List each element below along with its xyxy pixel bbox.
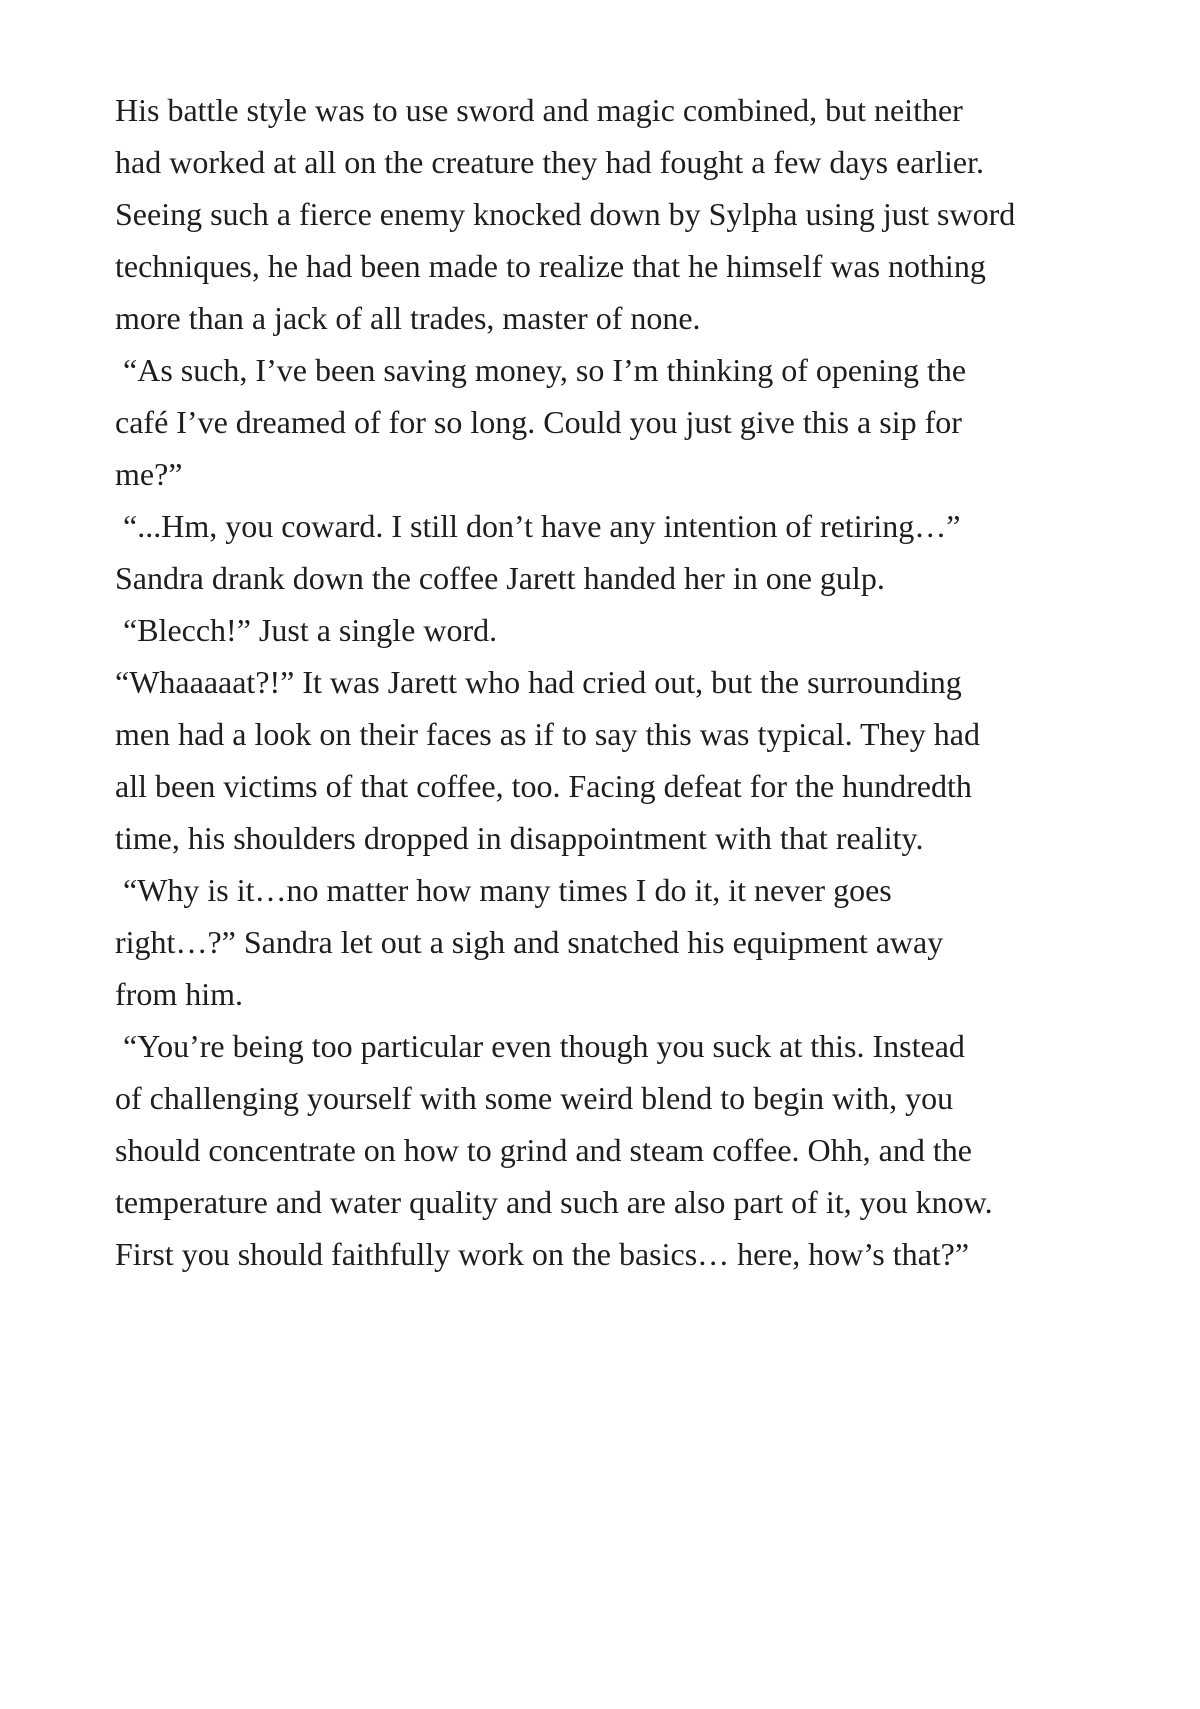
text-line: café I’ve dreamed of for so long. Could you just give this a sip for: [115, 404, 962, 440]
text-line: First you should faithfully work on the basics… here, how’s that?”: [115, 1236, 970, 1272]
text-line: temperature and water quality and such are also part of it, you know.: [115, 1184, 993, 1220]
text-line: me?”: [115, 456, 183, 492]
text-line: “You’re being too particular even though you suck at this. Instead: [115, 1028, 965, 1064]
text-line: men had a look on their faces as if to say this was typical. They had: [115, 716, 980, 752]
text-line: “As such, I’ve been saving money, so I’m thinking of opening the: [115, 352, 967, 388]
text-line: Sandra drank down the coffee Jarett handed her in one gulp.: [115, 560, 885, 596]
text-line: more than a jack of all trades, master of none.: [115, 300, 701, 336]
text-line: of challenging yourself with some weird blend to begin with, you: [115, 1080, 954, 1116]
text-line: “Whaaaaat?!” It was Jarett who had cried out, but the surrounding: [115, 664, 962, 700]
text-line: right…?” Sandra let out a sigh and snatched his equipment away: [115, 924, 944, 960]
text-line: “Blecch!” Just a single word.: [115, 612, 498, 648]
text-line: techniques, he had been made to realize that he himself was nothing: [115, 248, 986, 284]
text-line: all been victims of that coffee, too. Facing defeat for the hundredth: [115, 768, 972, 804]
text-line: His battle style was to use sword and magic combined, but neither: [115, 92, 963, 128]
text-line: “...Hm, you coward. I still don’t have any intention of retiring…”: [115, 508, 961, 544]
text-line: Seeing such a fierce enemy knocked down by Sylpha using just sword: [115, 196, 1016, 232]
text-line: “Why is it…no matter how many times I do it, it never goes: [115, 872, 892, 908]
text-line: from him.: [115, 976, 243, 1012]
text-line: had worked at all on the creature they had fought a few days earlier.: [115, 144, 984, 180]
text-line: should concentrate on how to grind and steam coffee. Ohh, and the: [115, 1132, 972, 1168]
page-text: [115, 84, 1075, 1280]
text-line: time, his shoulders dropped in disappointment with that reality.: [115, 820, 924, 856]
